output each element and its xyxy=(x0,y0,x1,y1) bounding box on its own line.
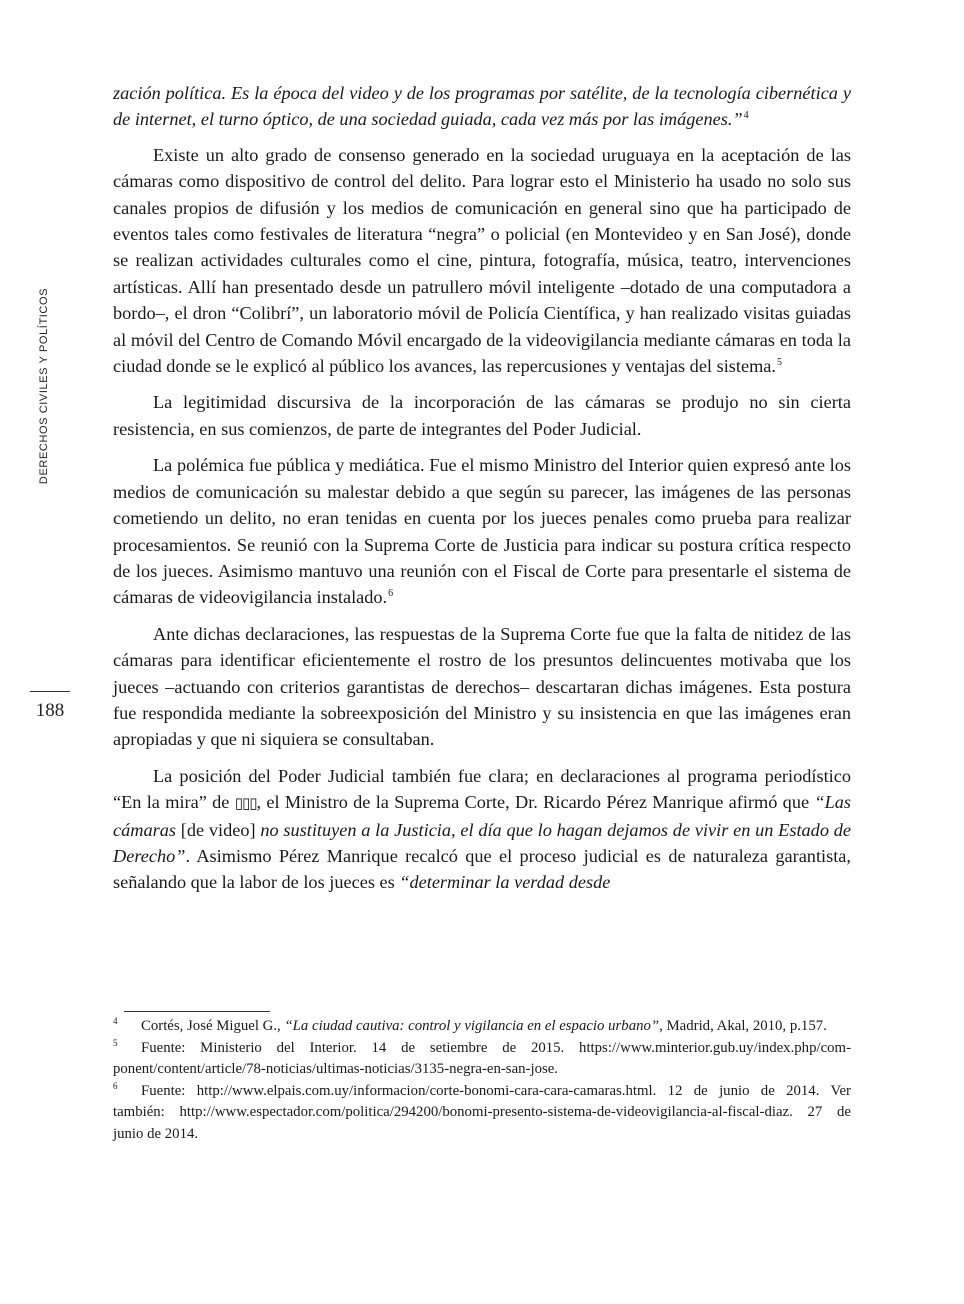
paragraph-polemic xyxy=(113,452,851,610)
footnotes xyxy=(113,1016,851,1145)
footnote-text: Fuente: http://www.elpais.com.uy/informacion/corte-bonomi-cara-cara-camaras.html. 12 de junio de 2014. Ver también: http://www.espectador.com/politica/294200/bonomi-presento-sistema-de-videovigilancia-al-fiscal-diaz. 27 de junio de 2014. xyxy=(113,1082,851,1142)
footnote-5: 5 Fuente: Ministerio del Interior. 14 de setiembre de 2015. https://www.minterior.gub.uy/index.php/component/content/article/78-noticias/ultimas-noticias/3135-negra-en-san-jose. xyxy=(113,1037,851,1077)
paragraph-text: . Asimismo Pérez Manrique recalcó que el proceso judicial es de naturaleza garantista, señalando que la labor de los jueces es xyxy=(113,845,851,893)
paragraph-text: , el Ministro de la Suprema Corte, Dr. Ricardo Pérez Manrique afirmó que xyxy=(256,792,815,813)
quote-text: zación política. Es la época del video y de los programas por satélite, de la tecnología cibernética y de internet, el turno óptico, de una sociedad guiada, cada vez más por las imágenes.” xyxy=(113,83,851,130)
paragraph-text: Ante dichas declaraciones, las respuestas de la Suprema Corte fue que la falta de nitidez de las cámaras para identificar eficientemente el rostro de los presuntos delincuentes motivaba que los jueces –actuando con criterios garantistas de derechos– descartaran dichas imágenes. Esta postura fue respondida mediante la sobreexposición del Ministro y su insistencia en que las imágenes eran apropiadas y que ni siquiera se consultaban. xyxy=(113,623,851,750)
paragraph-quote-end xyxy=(113,80,851,133)
paragraph-text: [de video] xyxy=(175,819,261,840)
footnote-separator xyxy=(124,1011,270,1012)
quote-italic: “Las cámaras xyxy=(113,792,851,840)
footnote-6: 6 Fuente: http://www.elpais.com.uy/informacion/corte-bonomi-cara-cara-camaras.html. 12 de junio de 2014. Ver también: http://www.espectador.com/politica/294200/bonomi-presento-sistema-de-videovigilancia-al-fiscal-diaz. 27 de junio de 2014. xyxy=(113,1080,851,1142)
paragraph-text: La legitimidad discursiva de la incorporación de las cámaras se produjo no sin cierta resistencia, en sus comienzos, de parte de integrantes del Poder Judicial. xyxy=(113,392,851,439)
missing-glyphs: ▯▯▯ xyxy=(234,794,257,813)
page-number-rule xyxy=(30,691,70,692)
paragraph-legitimacy xyxy=(113,389,851,442)
body-text xyxy=(113,80,851,906)
running-header-text: DERECHOS CIVILES Y POLÍTICOS xyxy=(38,287,50,485)
footnote-ref-6[interactable]: 6 xyxy=(388,588,394,600)
footnote-text: Cortés, José Miguel G., xyxy=(141,1018,285,1034)
paragraph-supreme-court xyxy=(113,621,851,753)
paragraph-text: La posición del Poder Judicial también fue clara; en declaraciones al programa periodístico “En la mira” de xyxy=(113,765,851,813)
footnote-title: “La ciudad cautiva: control y vigilancia en el espacio urbano” xyxy=(284,1018,660,1034)
footnote-4: 4 Cortés, José Miguel G., “La ciudad cautiva: control y vigilancia en el espacio urbano”, Madrid, Akal, 2010, p.157. xyxy=(113,1016,827,1034)
paragraph-text: La polémica fue pública y mediática. Fue el mismo Ministro del Interior quien expresó ante los medios de comunicación su malestar debido a que según su parecer, las imágenes de las personas cometiendo un delito, no eran tenidas en cuenta por los jueces penales como prueba para realizar procesamientos. Se reunió con la Suprema Corte de Justicia para indicar su postura crítica respecto de los jueces. Asimismo mantuvo una reunión con el Fiscal de Corte para presentarle el sistema de cámaras de videovigilancia instalado. xyxy=(113,455,851,608)
footnote-text: , Madrid, Akal, 2010, p.157. xyxy=(659,1018,827,1034)
footnote-ref-4[interactable]: 4 xyxy=(743,110,749,122)
page-number: 188 xyxy=(35,700,65,721)
paragraph-judicial-position xyxy=(113,763,851,896)
quote-italic: no sustituyen a la Justicia, el día que lo hagan dejamos de vivir en un Estado de Derecho” xyxy=(113,819,851,866)
paragraph-text: Existe un alto grado de consenso generado en la sociedad uruguaya en la aceptación de las cámaras como dispositivo de control del delito. Para lograr esto el Ministerio ha usado no solo sus canales propios de difusión y los medios de comunicación en general sino que ha participado de eventos tales como festivales de literatura “negra” o policial (en Montevideo y en San José), donde se realizan actividades culturales como el cine, pintura, fotografía, música, teatro, intervenciones artísticas. Allí han presentado desde un patrullero móvil inteligente –dotado de una computadora a bordo–, el dron “Colibrí”, un laboratorio móvil de Policía Científica, y han realizado visitas guiadas al móvil del Centro de Comando Móvil encargado de la videovigilancia mediante cámaras en toda la ciudad donde se le explicó al público los avances, las repercusiones y ventajas del sistema. xyxy=(113,144,851,377)
footnote-text: Fuente: Ministerio del Interior. 14 de setiembre de 2015. https://www.minterior.gub.uy/index.php/component/content/article/78-noticias/ultimas-noticias/3135-negra-en-san-jose. xyxy=(113,1039,851,1077)
quote-italic: “determinar la verdad desde xyxy=(399,872,611,893)
footnote-ref-5[interactable]: 5 xyxy=(777,356,782,368)
paragraph-consensus xyxy=(113,142,851,380)
